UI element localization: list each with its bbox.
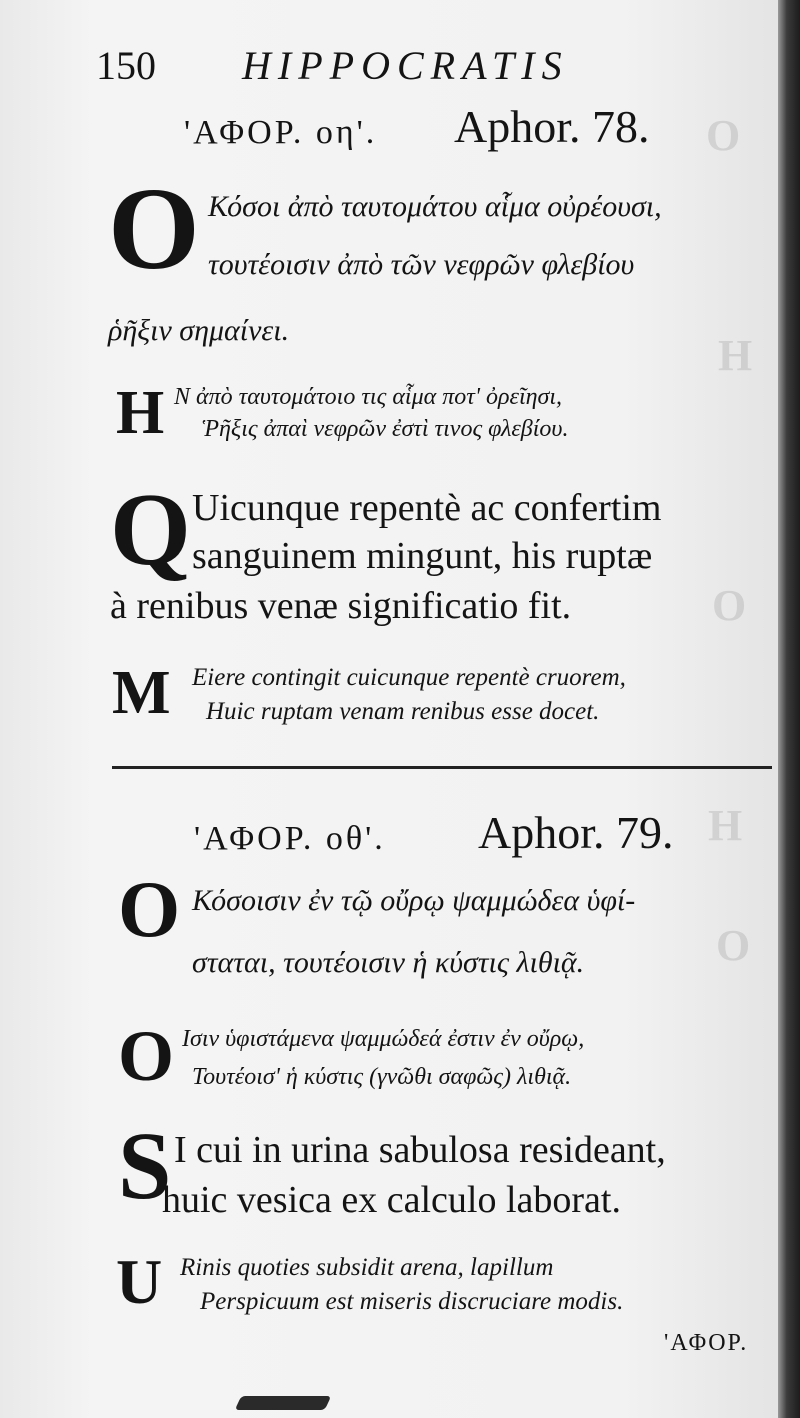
- aphorism-79-greek-verse: [118, 1016, 758, 1100]
- book-gutter-edge: [778, 0, 800, 1418]
- drop-cap: O: [108, 163, 200, 294]
- greek-line: ῥῆξιν σημαίνει.: [108, 314, 290, 347]
- drop-cap: U: [116, 1246, 163, 1317]
- aphorism-78-latin-prose: [110, 472, 770, 642]
- greek-line: τουτέοισιν ἀπὸ τῶν νεφρῶν φλεβίου: [208, 248, 635, 281]
- aphorism-79-greek-prose: [118, 866, 768, 1000]
- greek-verse-line: Ν ἀπὸ ταυτομάτοιο τις αἷμα ποτ' ὀρεῖησι,: [174, 384, 563, 410]
- latin-line: Uicunque repentè ac confertim: [192, 487, 662, 529]
- drop-cap: S: [118, 1112, 172, 1219]
- drop-cap: M: [112, 659, 171, 727]
- aphorism-78-latin-verse: [112, 659, 762, 732]
- aphorism-78-greek-verse: [116, 379, 756, 452]
- aphorism-79-latin-prose: [118, 1112, 778, 1234]
- show-through-letter: H: [718, 331, 753, 380]
- catchword: 'ΑΦΟΡ.: [664, 1330, 749, 1356]
- show-through-letter: O: [716, 921, 751, 970]
- page-number: 150: [96, 43, 156, 88]
- latin-line: sanguinem mingunt, his ruptæ: [192, 535, 653, 577]
- running-title: HIPPOCRATIS: [242, 43, 569, 88]
- show-through-letter: H: [708, 801, 743, 850]
- ink-smudge: [235, 1396, 332, 1410]
- latin-line: I cui in urina sabulosa resideant,: [174, 1129, 666, 1171]
- aphorism-79-greek-number: 'ΑΦΟΡ. οθ'.: [194, 820, 386, 857]
- greek-line: Κόσοι ἀπὸ ταυτομάτου αἷμα οὐρέουσι,: [208, 190, 662, 223]
- drop-cap: H: [116, 379, 165, 447]
- aphorism-79-latin-verse: [116, 1246, 756, 1320]
- latin-verse-line: Rinis quoties subsidit arena, lapillum: [180, 1254, 554, 1281]
- latin-line: huic vesica ex calculo laborat.: [162, 1179, 621, 1221]
- show-through-letter: O: [706, 111, 741, 160]
- aphorism-79-heading: [194, 806, 714, 862]
- show-through-letter: O: [712, 581, 747, 630]
- drop-cap: O: [118, 1016, 175, 1096]
- drop-cap: Q: [110, 472, 191, 587]
- greek-line: Κόσοισιν ἐν τῷ οὔρῳ ψαμμώδεα ὑφί-: [192, 884, 636, 917]
- greek-line: σταται, τουτέοισιν ἡ κύστις λιθιᾷ.: [192, 946, 585, 979]
- running-header: [96, 42, 676, 92]
- latin-verse-line: Perspicuum est miseris discruciare modis.: [200, 1288, 624, 1315]
- aphorism-79-latin-number: Aphor. 79.: [478, 807, 674, 858]
- aphorism-78-greek-prose: [108, 163, 768, 348]
- greek-verse-line: Τουτέοισ' ἡ κύστις (γνῶθι σαφῶς) λιθιᾷ.: [192, 1064, 572, 1090]
- latin-line: à renibus venæ significatio fit.: [110, 585, 572, 627]
- latin-verse-line: Huic ruptam venam renibus esse docet.: [206, 698, 600, 725]
- latin-verse-line: Eiere contingit cuicunque repentè cruorem,: [192, 664, 626, 691]
- drop-cap: O: [118, 866, 181, 954]
- greek-verse-line: Ῥῆξις ἀπαὶ νεφρῶν ἐστὶ τινος φλεβίου.: [202, 416, 569, 442]
- section-divider: [112, 766, 772, 769]
- greek-verse-line: Ισιν ὑφιστάμενα ψαμμώδεά ἐστιν ἐν οὔρῳ,: [182, 1026, 585, 1052]
- aphorism-78-latin-number: Aphor. 78.: [454, 101, 650, 152]
- aphorism-78-greek-number: 'ΑΦΟΡ. οη'.: [184, 114, 378, 151]
- aphorism-78-heading: [184, 100, 704, 156]
